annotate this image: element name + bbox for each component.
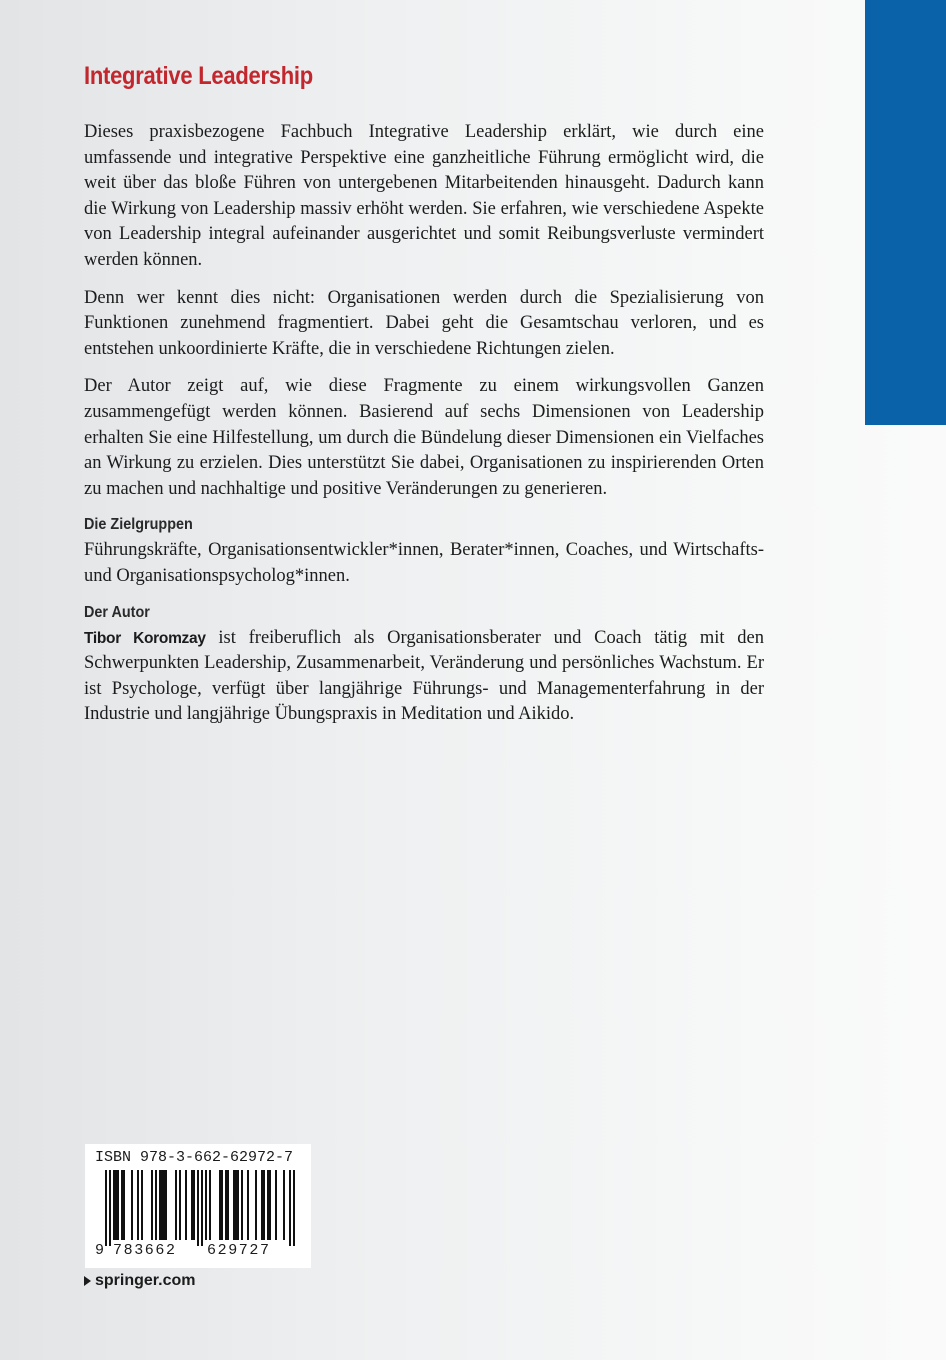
barcode-bars — [85, 1170, 311, 1248]
author-heading: Der Autor — [84, 603, 150, 621]
barcode-bar — [235, 1170, 237, 1240]
description-paragraph-1: Dieses praxisbezogene Fachbuch Integrative Leadership erklärt, wie durch eine umfassende und integrative Perspektive eine ganzheitliche Führung ermöglicht wird, die weit über das bloße Führen von untergebenen Mitarbeitenden hinausgeht. Dadurch kann die Wirkung von Leadership massiv erhöht werden. Sie erfahren, wie verschiedene Aspekte von Leadership integral aufeinander ausgerichtet und somit Reibungsverluste vermindert werden können. — [84, 122, 764, 270]
arrow-right-icon — [84, 1276, 91, 1286]
publisher-link[interactable] — [84, 1272, 195, 1290]
barcode-bar — [137, 1170, 139, 1240]
barcode-bar — [109, 1170, 111, 1246]
barcode-bar — [193, 1170, 195, 1240]
barcode-bar — [241, 1170, 243, 1240]
barcode-bar — [269, 1170, 271, 1240]
isbn-barcode — [85, 1144, 311, 1268]
barcode-digit-first: 9 — [95, 1242, 105, 1259]
author-bio — [84, 626, 764, 728]
barcode-bar — [219, 1170, 221, 1240]
description-paragraph-3: Der Autor zeigt auf, wie diese Fragmente zu einem wirkungsvollen Ganzen zusammengefügt werden können. Basierend auf sechs Dimensionen von Leadership erhalten Sie eine Hilfestellung, um durch die Bündelung dieser Dimensionen ein Vielfaches an Wirkung zu erzielen. Dies unterstützt Sie dabei, Organisationen zu inspirierenden Orten zu machen und nachhaltige und positive Veränderungen zu generieren. — [84, 376, 764, 499]
publisher-website: springer.com — [95, 1272, 196, 1289]
barcode-bar — [155, 1170, 157, 1240]
barcode-bar — [283, 1170, 285, 1240]
barcode-bar — [121, 1170, 123, 1240]
author-name: Tibor Koromzay — [84, 629, 206, 647]
barcode-bar — [201, 1170, 203, 1246]
barcode-bar — [275, 1170, 277, 1240]
book-title: Integrative Leadership — [84, 62, 313, 90]
barcode-bar — [261, 1170, 263, 1240]
barcode-bar — [141, 1170, 143, 1240]
barcode-bar — [267, 1170, 269, 1240]
barcode-bar — [185, 1170, 187, 1240]
blue-side-bar — [865, 0, 946, 425]
target-groups-text: Führungskräfte, Organisationsentwickler*innen, Berater*innen, Coaches, und Wirtschafts- und Organisationspsycholog*innen. — [84, 540, 764, 586]
barcode-digits — [95, 1242, 301, 1262]
barcode-digits-left: 783662 — [113, 1242, 177, 1259]
barcode-bar — [163, 1170, 165, 1240]
barcode-bar — [123, 1170, 125, 1240]
description-paragraph-2: Denn wer kennt dies nicht: Organisationen werden durch die Spezialisierung von Funktionen zunehmend fragmentiert. Dabei geht die Gesamtschau verloren, und es entstehen unkoordinierte Kräfte, die in verschiedene Richtungen zielen. — [84, 287, 764, 359]
barcode-bar — [237, 1170, 239, 1240]
barcode-bar — [175, 1170, 177, 1240]
barcode-bar — [225, 1170, 227, 1240]
author-bio-text: ist freiberuflich als Organisationsberater und Coach tätig mit den Schwerpunkten Leadership, Zusammenarbeit, Veränderung und persönliches Wachstum. Er ist Psychologe, verfügt über langjährige Führungs- und Managementerfahrung in der Industrie und langjährige Übungspraxis in Meditation und Aikido. — [84, 627, 764, 725]
barcode-bar — [293, 1170, 295, 1246]
barcode-bar — [165, 1170, 167, 1240]
barcode-bar — [159, 1170, 161, 1240]
barcode-bar — [263, 1170, 265, 1240]
barcode-bar — [205, 1170, 207, 1240]
barcode-bar — [289, 1170, 291, 1246]
barcode-bar — [197, 1170, 199, 1246]
barcode-bar — [113, 1170, 115, 1240]
barcode-bar — [131, 1170, 133, 1240]
barcode-bar — [233, 1170, 235, 1240]
barcode-bar — [161, 1170, 163, 1240]
barcode-bar — [117, 1170, 119, 1240]
barcode-bar — [221, 1170, 223, 1240]
back-cover-text — [84, 120, 764, 740]
barcode-bar — [255, 1170, 257, 1240]
barcode-bar — [179, 1170, 181, 1240]
barcode-bar — [191, 1170, 193, 1240]
barcode-bar — [151, 1170, 153, 1240]
barcode-bar — [105, 1170, 107, 1246]
isbn-label: ISBN 978-3-662-62972-7 — [95, 1149, 294, 1166]
barcode-bar — [227, 1170, 229, 1240]
target-groups-heading: Die Zielgruppen — [84, 516, 193, 534]
barcode-digits-right: 629727 — [207, 1242, 271, 1259]
barcode-bar — [247, 1170, 249, 1240]
barcode-bar — [209, 1170, 211, 1240]
barcode-bar — [115, 1170, 117, 1240]
